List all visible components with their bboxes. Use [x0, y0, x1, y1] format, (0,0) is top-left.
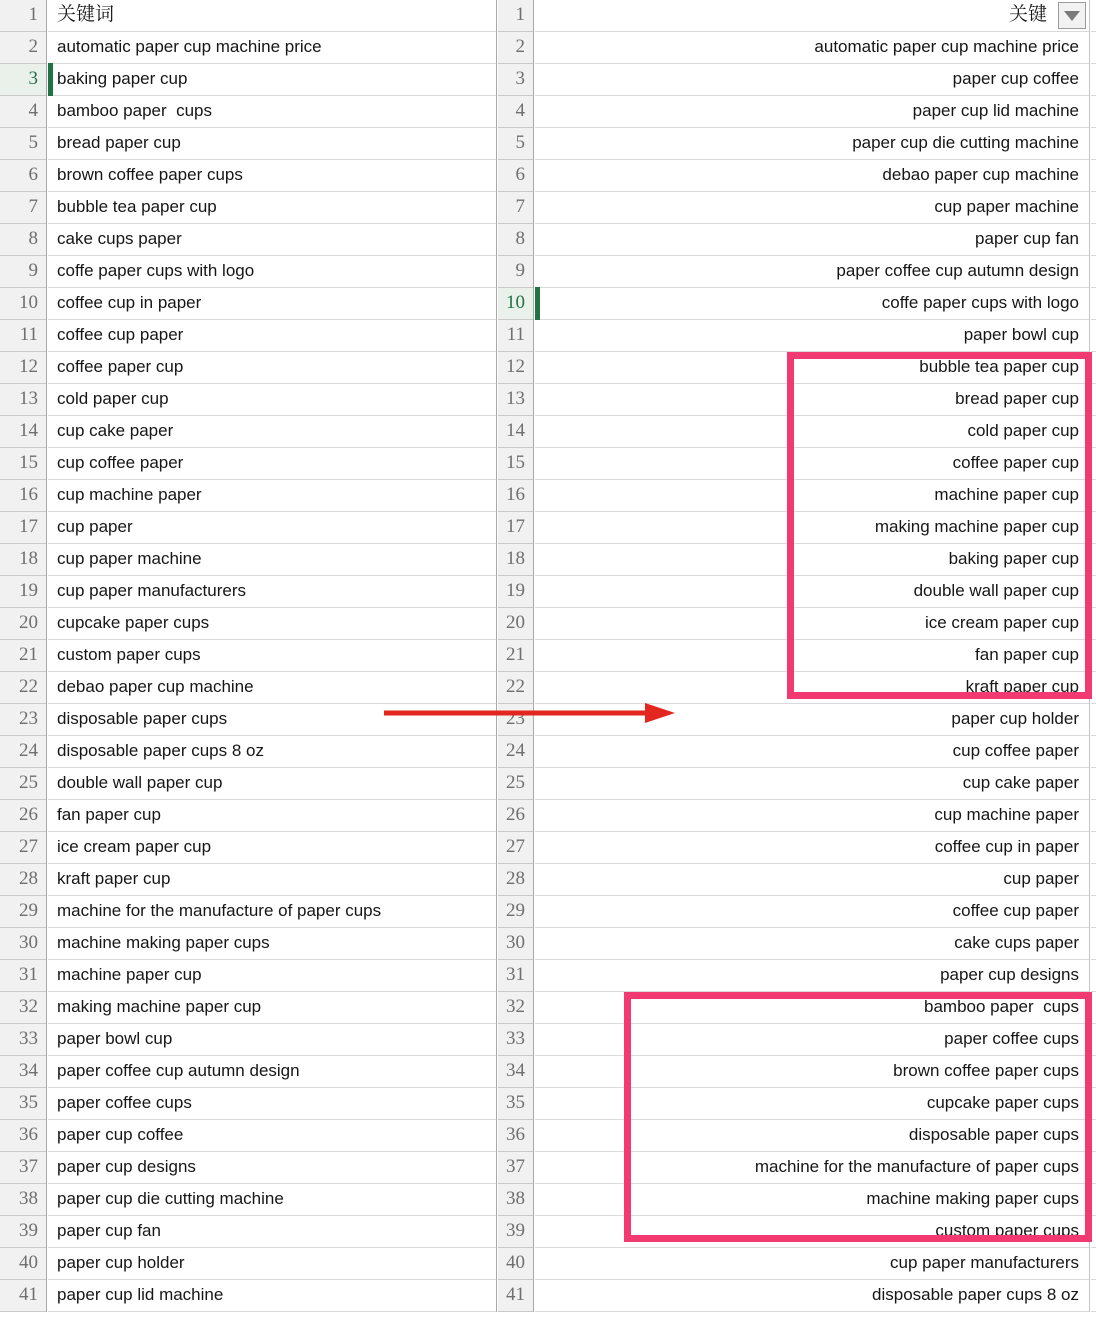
keyword-cell[interactable]: double wall paper cup — [535, 576, 1089, 608]
keyword-cell[interactable]: automatic paper cup machine price — [535, 32, 1089, 64]
gridline-cell — [1091, 896, 1096, 928]
row-number[interactable]: 35 — [498, 1088, 533, 1120]
keyword-cell[interactable]: custom paper cups — [535, 1216, 1089, 1248]
row-number[interactable]: 3 — [0, 64, 46, 96]
gridline-cell — [1091, 704, 1096, 736]
row-number[interactable]: 27 — [0, 832, 46, 864]
cell-selection-bar-left — [48, 63, 53, 96]
keyword-cell[interactable]: paper cup holder — [48, 1248, 496, 1280]
keyword-cell[interactable]: machine for the manufacture of paper cups — [48, 896, 496, 928]
row-number[interactable]: 8 — [0, 224, 46, 256]
gridline-cell — [1091, 1280, 1096, 1312]
keyword-cell[interactable]: bubble tea paper cup — [535, 352, 1089, 384]
keyword-cell[interactable]: cup coffee paper — [48, 448, 496, 480]
keyword-cell[interactable]: cup cake paper — [48, 416, 496, 448]
row-number[interactable]: 40 — [498, 1248, 533, 1280]
row-number[interactable]: 4 — [0, 96, 46, 128]
keyword-cell[interactable]: fan paper cup — [48, 800, 496, 832]
row-number[interactable]: 28 — [498, 864, 533, 896]
row-number[interactable]: 20 — [498, 608, 533, 640]
gridline-cell — [1091, 1120, 1096, 1152]
gridline-cell — [1091, 256, 1096, 288]
row-number[interactable]: 17 — [498, 512, 533, 544]
gridline-cell — [1091, 512, 1096, 544]
keyword-cell[interactable]: paper coffee cup autumn design — [48, 1056, 496, 1088]
keyword-cell[interactable]: debao paper cup machine — [535, 160, 1089, 192]
keyword-cell[interactable]: paper coffee cups — [535, 1024, 1089, 1056]
right-row-number-column — [498, 0, 534, 1312]
gridline-cell — [1091, 32, 1096, 64]
row-number[interactable]: 7 — [0, 192, 46, 224]
row-number[interactable]: 24 — [0, 736, 46, 768]
gridline-cell — [1091, 96, 1096, 128]
row-number[interactable]: 34 — [498, 1056, 533, 1088]
gridline-cell — [1091, 64, 1096, 96]
keyword-cell[interactable]: brown coffee paper cups — [48, 160, 496, 192]
keyword-cell[interactable]: machine making paper cups — [48, 928, 496, 960]
row-number[interactable]: 21 — [0, 640, 46, 672]
keyword-cell[interactable]: coffee cup in paper — [535, 832, 1089, 864]
row-number[interactable]: 13 — [0, 384, 46, 416]
keyword-cell[interactable]: bamboo paper cups — [535, 992, 1089, 1024]
gridline-cell — [1091, 832, 1096, 864]
row-number[interactable]: 6 — [498, 160, 533, 192]
row-number[interactable]: 20 — [0, 608, 46, 640]
gridline-cell — [1091, 800, 1096, 832]
keyword-cell[interactable]: debao paper cup machine — [48, 672, 496, 704]
keyword-cell[interactable]: paper bowl cup — [535, 320, 1089, 352]
keyword-cell[interactable]: baking paper cup — [535, 544, 1089, 576]
keyword-cell[interactable]: paper cup fan — [48, 1216, 496, 1248]
row-number[interactable]: 25 — [498, 768, 533, 800]
row-number[interactable]: 30 — [0, 928, 46, 960]
keyword-cell[interactable]: kraft paper cup — [48, 864, 496, 896]
keyword-cell[interactable]: double wall paper cup — [48, 768, 496, 800]
row-number[interactable]: 29 — [498, 896, 533, 928]
row-number[interactable]: 38 — [498, 1184, 533, 1216]
gridline-cell — [1091, 960, 1096, 992]
gridline-cell — [1091, 1216, 1096, 1248]
row-number[interactable]: 36 — [0, 1120, 46, 1152]
keyword-cell[interactable]: paper coffee cups — [48, 1088, 496, 1120]
row-number[interactable]: 41 — [0, 1280, 46, 1312]
keyword-cell[interactable]: fan paper cup — [535, 640, 1089, 672]
keyword-cell[interactable]: bamboo paper cups — [48, 96, 496, 128]
row-number[interactable]: 10 — [498, 288, 533, 320]
keyword-cell[interactable]: ice cream paper cup — [535, 608, 1089, 640]
gridline-cell — [1091, 352, 1096, 384]
keyword-cell[interactable]: paper cup holder — [535, 704, 1089, 736]
row-number[interactable]: 25 — [0, 768, 46, 800]
keyword-cell[interactable]: disposable paper cups 8 oz — [535, 1280, 1089, 1312]
keyword-cell[interactable]: paper cup lid machine — [48, 1280, 496, 1312]
gridline-cell — [1091, 768, 1096, 800]
gridline-cell — [1091, 736, 1096, 768]
gridline-cell — [1091, 288, 1096, 320]
row-number[interactable]: 41 — [498, 1280, 533, 1312]
keyword-cell[interactable]: automatic paper cup machine price — [48, 32, 496, 64]
gridline-cell — [1091, 384, 1096, 416]
keyword-cell[interactable]: cold paper cup — [535, 416, 1089, 448]
row-number[interactable]: 24 — [498, 736, 533, 768]
keyword-cell[interactable]: brown coffee paper cups — [535, 1056, 1089, 1088]
keyword-cell[interactable]: machine for the manufacture of paper cups — [535, 1152, 1089, 1184]
row-number[interactable]: 36 — [498, 1120, 533, 1152]
row-number[interactable]: 11 — [498, 320, 533, 352]
row-number[interactable]: 33 — [0, 1024, 46, 1056]
keyword-cell[interactable]: cup paper manufacturers — [48, 576, 496, 608]
row-number[interactable]: 3 — [498, 64, 533, 96]
row-number[interactable]: 38 — [0, 1184, 46, 1216]
keyword-cell[interactable]: cup paper machine — [48, 544, 496, 576]
keyword-cell[interactable]: cup paper manufacturers — [535, 1248, 1089, 1280]
gridline-cell — [1091, 576, 1096, 608]
keyword-cell[interactable]: ice cream paper cup — [48, 832, 496, 864]
keyword-cell[interactable]: coffee cup paper — [535, 896, 1089, 928]
row-number[interactable]: 9 — [498, 256, 533, 288]
row-number[interactable]: 22 — [498, 672, 533, 704]
keyword-cell[interactable]: making machine paper cup — [535, 512, 1089, 544]
row-number[interactable]: 10 — [0, 288, 46, 320]
keyword-cell[interactable]: coffee paper cup — [48, 352, 496, 384]
row-number[interactable]: 31 — [498, 960, 533, 992]
row-number[interactable]: 2 — [498, 32, 533, 64]
row-number[interactable]: 40 — [0, 1248, 46, 1280]
row-number[interactable]: 28 — [0, 864, 46, 896]
keyword-cell[interactable]: cold paper cup — [48, 384, 496, 416]
keyword-cell[interactable]: making machine paper cup — [48, 992, 496, 1024]
keyword-cell[interactable]: bubble tea paper cup — [48, 192, 496, 224]
row-number[interactable]: 12 — [498, 352, 533, 384]
row-number[interactable]: 33 — [498, 1024, 533, 1056]
left-row-number-column — [0, 0, 47, 1312]
gridline-cell — [1091, 544, 1096, 576]
keyword-cell[interactable]: disposable paper cups — [535, 1120, 1089, 1152]
gridline-cell — [1091, 1088, 1096, 1120]
gridline-cell — [1091, 192, 1096, 224]
gridline-cell — [1091, 0, 1096, 32]
next-column-sliver — [1091, 0, 1096, 1312]
keyword-cell[interactable]: cupcake paper cups — [535, 1088, 1089, 1120]
row-number[interactable]: 7 — [498, 192, 533, 224]
keyword-cell[interactable]: disposable paper cups 8 oz — [48, 736, 496, 768]
keyword-cell[interactable]: paper cup fan — [535, 224, 1089, 256]
row-number[interactable]: 8 — [498, 224, 533, 256]
keyword-cell[interactable]: machine paper cup — [48, 960, 496, 992]
keyword-cell[interactable]: disposable paper cups — [48, 704, 496, 736]
row-number[interactable]: 6 — [0, 160, 46, 192]
row-number[interactable]: 9 — [0, 256, 46, 288]
gridline-cell — [1091, 160, 1096, 192]
keyword-cell[interactable]: machine paper cup — [535, 480, 1089, 512]
keyword-cell[interactable]: coffe paper cups with logo — [48, 256, 496, 288]
row-number[interactable]: 34 — [0, 1056, 46, 1088]
right-keyword-column — [535, 0, 1090, 1312]
row-number[interactable]: 39 — [498, 1216, 533, 1248]
keyword-cell[interactable]: paper cup designs — [48, 1152, 496, 1184]
row-number[interactable]: 5 — [0, 128, 46, 160]
keyword-cell[interactable]: paper cup die cutting machine — [535, 128, 1089, 160]
keyword-cell[interactable]: paper cup coffee — [535, 64, 1089, 96]
chevron-down-icon — [1064, 11, 1080, 21]
keyword-cell[interactable]: cake cups paper — [535, 928, 1089, 960]
keyword-cell[interactable]: kraft paper cup — [535, 672, 1089, 704]
cell-selection-bar-right — [535, 287, 540, 320]
keyword-cell[interactable]: paper cup coffee — [48, 1120, 496, 1152]
row-number[interactable]: 5 — [498, 128, 533, 160]
gridline-cell — [1091, 1024, 1096, 1056]
row-number[interactable]: 26 — [498, 800, 533, 832]
row-number[interactable]: 19 — [498, 576, 533, 608]
keyword-cell[interactable]: cake cups paper — [48, 224, 496, 256]
row-number[interactable]: 13 — [498, 384, 533, 416]
row-number[interactable]: 18 — [498, 544, 533, 576]
row-number[interactable]: 32 — [0, 992, 46, 1024]
keyword-cell[interactable]: cup machine paper — [48, 480, 496, 512]
gridline-cell — [1091, 608, 1096, 640]
keyword-cell[interactable]: cup machine paper — [535, 800, 1089, 832]
row-number[interactable]: 16 — [0, 480, 46, 512]
keyword-cell[interactable]: custom paper cups — [48, 640, 496, 672]
row-number[interactable]: 14 — [498, 416, 533, 448]
row-number[interactable]: 2 — [0, 32, 46, 64]
gridline-cell — [1091, 992, 1096, 1024]
keyword-cell[interactable]: cupcake paper cups — [48, 608, 496, 640]
keyword-cell[interactable]: bread paper cup — [535, 384, 1089, 416]
left-keyword-column — [48, 0, 497, 1312]
row-number[interactable]: 21 — [498, 640, 533, 672]
row-number[interactable]: 32 — [498, 992, 533, 1024]
gridline-cell — [1091, 640, 1096, 672]
gridline-cell — [1091, 1152, 1096, 1184]
column-header-cell[interactable]: 关键词 — [48, 0, 496, 32]
keyword-cell[interactable]: bread paper cup — [48, 128, 496, 160]
gridline-cell — [1091, 224, 1096, 256]
gridline-cell — [1091, 672, 1096, 704]
row-number[interactable]: 12 — [0, 352, 46, 384]
keyword-cell[interactable]: cup paper — [48, 512, 496, 544]
keyword-cell[interactable]: baking paper cup — [48, 64, 496, 96]
row-number[interactable]: 37 — [498, 1152, 533, 1184]
row-number[interactable]: 27 — [498, 832, 533, 864]
row-number[interactable]: 17 — [0, 512, 46, 544]
row-number[interactable]: 4 — [498, 96, 533, 128]
gridline-cell — [1091, 864, 1096, 896]
keyword-cell[interactable]: paper cup die cutting machine — [48, 1184, 496, 1216]
column-header-cell[interactable]: 关键 — [535, 0, 1089, 32]
row-number[interactable]: 31 — [0, 960, 46, 992]
keyword-cell[interactable]: cup cake paper — [535, 768, 1089, 800]
gridline-cell — [1091, 448, 1096, 480]
gridline-cell — [1091, 928, 1096, 960]
row-number[interactable]: 14 — [0, 416, 46, 448]
row-number[interactable]: 29 — [0, 896, 46, 928]
keyword-cell[interactable]: machine making paper cups — [535, 1184, 1089, 1216]
row-number[interactable]: 15 — [498, 448, 533, 480]
row-number[interactable]: 30 — [498, 928, 533, 960]
gridline-cell — [1091, 128, 1096, 160]
keyword-cell[interactable]: cup coffee paper — [535, 736, 1089, 768]
row-number[interactable]: 23 — [498, 704, 533, 736]
keyword-cell[interactable]: coffe paper cups with logo — [535, 288, 1089, 320]
keyword-cell[interactable]: cup paper — [535, 864, 1089, 896]
row-number[interactable]: 19 — [0, 576, 46, 608]
keyword-cell[interactable]: coffee cup in paper — [48, 288, 496, 320]
row-number[interactable]: 1 — [498, 0, 533, 32]
gridline-cell — [1091, 320, 1096, 352]
row-number[interactable]: 1 — [0, 0, 46, 32]
row-number[interactable]: 22 — [0, 672, 46, 704]
row-number[interactable]: 26 — [0, 800, 46, 832]
row-number[interactable]: 18 — [0, 544, 46, 576]
gridline-cell — [1091, 416, 1096, 448]
row-number[interactable]: 16 — [498, 480, 533, 512]
row-number[interactable]: 39 — [0, 1216, 46, 1248]
keyword-cell[interactable]: cup paper machine — [535, 192, 1089, 224]
gridline-cell — [1091, 1056, 1096, 1088]
gridline-cell — [1091, 1184, 1096, 1216]
keyword-cell[interactable]: paper bowl cup — [48, 1024, 496, 1056]
row-number[interactable]: 11 — [0, 320, 46, 352]
gridline-cell — [1091, 480, 1096, 512]
row-number[interactable]: 37 — [0, 1152, 46, 1184]
keyword-cell[interactable]: coffee cup paper — [48, 320, 496, 352]
row-number[interactable]: 15 — [0, 448, 46, 480]
gridline-cell — [1091, 1248, 1096, 1280]
keyword-cell[interactable]: paper coffee cup autumn design — [535, 256, 1089, 288]
keyword-cell[interactable]: paper cup designs — [535, 960, 1089, 992]
row-number[interactable]: 23 — [0, 704, 46, 736]
keyword-cell[interactable]: coffee paper cup — [535, 448, 1089, 480]
row-number[interactable]: 35 — [0, 1088, 46, 1120]
keyword-cell[interactable]: paper cup lid machine — [535, 96, 1089, 128]
filter-dropdown-button[interactable] — [1058, 2, 1086, 29]
